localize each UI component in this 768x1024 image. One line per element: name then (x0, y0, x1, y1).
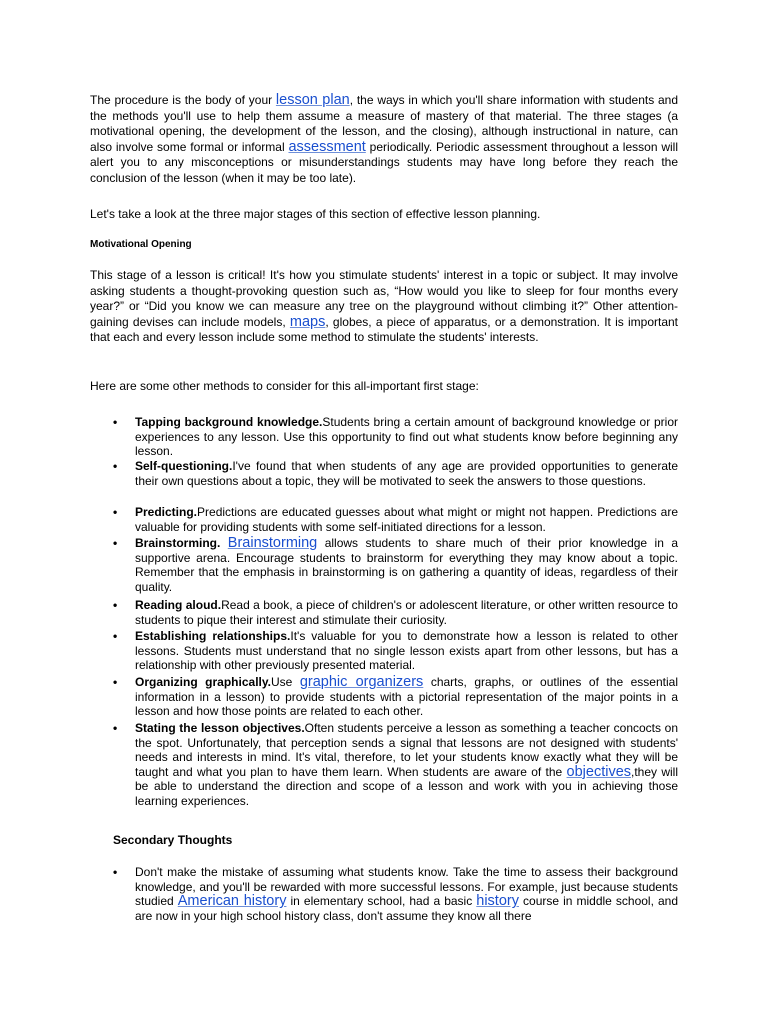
assessment-link[interactable]: assessment (288, 138, 366, 155)
secondary-list (113, 865, 678, 923)
paragraph-three-stages: Let's take a look at the three major stages of this section of effective lesson planning. (90, 207, 541, 221)
list-item: • Don't make the mistake of assuming what students know. Take the time to assess their background knowledge, and you'll be rewarded with more successful lessons. For example, just because students studied American history in elementary school, had a basic history course in middle school, and are now in your high school history class, don't assume they know all there (113, 865, 678, 923)
bullet-icon: • (113, 459, 118, 473)
bullet-icon: • (113, 598, 118, 612)
objectives-link[interactable]: objectives (566, 763, 632, 780)
heading-secondary-thoughts: Secondary Thoughts (113, 833, 233, 847)
bullet-icon: • (113, 505, 118, 519)
bullet-icon: • (113, 536, 118, 550)
list-item: • Stating the lesson objectives.Often students perceive a lesson as something a teacher concocts on the spot. Unfortunately, that perception sends a signal that lessons are not designed with students' needs and interests in mind. It's vital, therefore, to let your students know exactly what they will be taught and what you plan to have them learn. When students are aware of the objectives,they will be able to understand the direction and scope of a lesson and work with you in achieving those learning experiences. (113, 721, 679, 808)
bullet-icon: • (113, 865, 118, 879)
paragraph-other-methods: Here are some other methods to consider for this all-important first stage: (90, 379, 479, 393)
american-history-link[interactable]: American history (177, 893, 287, 910)
paragraph-procedure: The procedure is the body of your lesson plan, the ways in which you'll share information with students and the methods you'll use to help them assume a measure of mastery of that material. The three stages (a motivational opening, the development of the lesson, and the closing), although instructional in nature, can also involve some formal or informal assessment periodically. Periodic assessment throughout a lesson will alert you to any misconceptions or misunderstandings students may have long before they reach the conclusion of the lesson (when it may be too late). (90, 92, 679, 185)
history-link[interactable]: history (476, 893, 519, 910)
graphic-organizers-link[interactable]: graphic organizers (299, 674, 424, 690)
list-item: • Brainstorming. Brainstorming allows students to share much of their prior knowledge in a supportive arena. Encourage students to brainstorm for everything they may know about a topic. Remember that the emphasis in brainstorming is on gathering a quantity of ideas, regardless of their quality. (113, 535, 678, 594)
bullet-icon: • (113, 629, 118, 643)
paragraph-motivational: This stage of a lesson is critical! It's how you stimulate students' interest in a topic or subject. It may involve asking students a thought-provoking question such as, “How would you like to sleep for four months every year?” or “Did you know we can measure any tree on the playground without climbing it?” Other attention-gaining devises can include models, maps, globes, a piece of apparatus, or a demonstration. It is important that each and every lesson include some method to stimulate the students' interests. (90, 268, 679, 344)
list-item: • Organizing graphically.Use graphic organizers charts, graphs, or outlines of the essential information in a lesson) to provide students with a pictorial representation of the major points in a lesson and how those points are related to each other. (113, 674, 678, 719)
list-item: • Establishing relationships.It's valuable for you to demonstrate how a lesson is related to other lessons. Students must understand that no single lesson exists apart from other lessons, but has a relationship with other previously presented material. (113, 629, 678, 673)
brainstorming-link[interactable]: Brainstorming (227, 535, 318, 551)
heading-motivational-opening: Motivational Opening (90, 239, 192, 250)
list-item: • Predicting.Predictions are educated guesses about what might or might not happen. Predictions are valuable for providing students with some self-initiated directions for a lesson. (113, 505, 678, 534)
list-item: • Tapping background knowledge.Students bring a certain amount of background knowledge or prior experiences to any lesson. Use this opportunity to find out what students know before beginning any lesson. (113, 415, 679, 459)
methods-list (113, 415, 678, 809)
list-item: • Reading aloud.Read a book, a piece of children's or adolescent literature, or other written resource to students to pique their interest and stimulate their curiosity. (113, 598, 678, 627)
bullet-icon: • (113, 721, 118, 735)
lesson-plan-link[interactable]: lesson plan (275, 92, 350, 108)
maps-link[interactable]: maps (289, 313, 326, 330)
list-item: • Self-questioning.I've found that when students of any age are provided opportunities to generate their own questions about a topic, they will be motivated to seek the answers to those questions. (113, 459, 678, 488)
bullet-icon: • (113, 675, 118, 689)
bullet-icon: • (113, 415, 118, 429)
